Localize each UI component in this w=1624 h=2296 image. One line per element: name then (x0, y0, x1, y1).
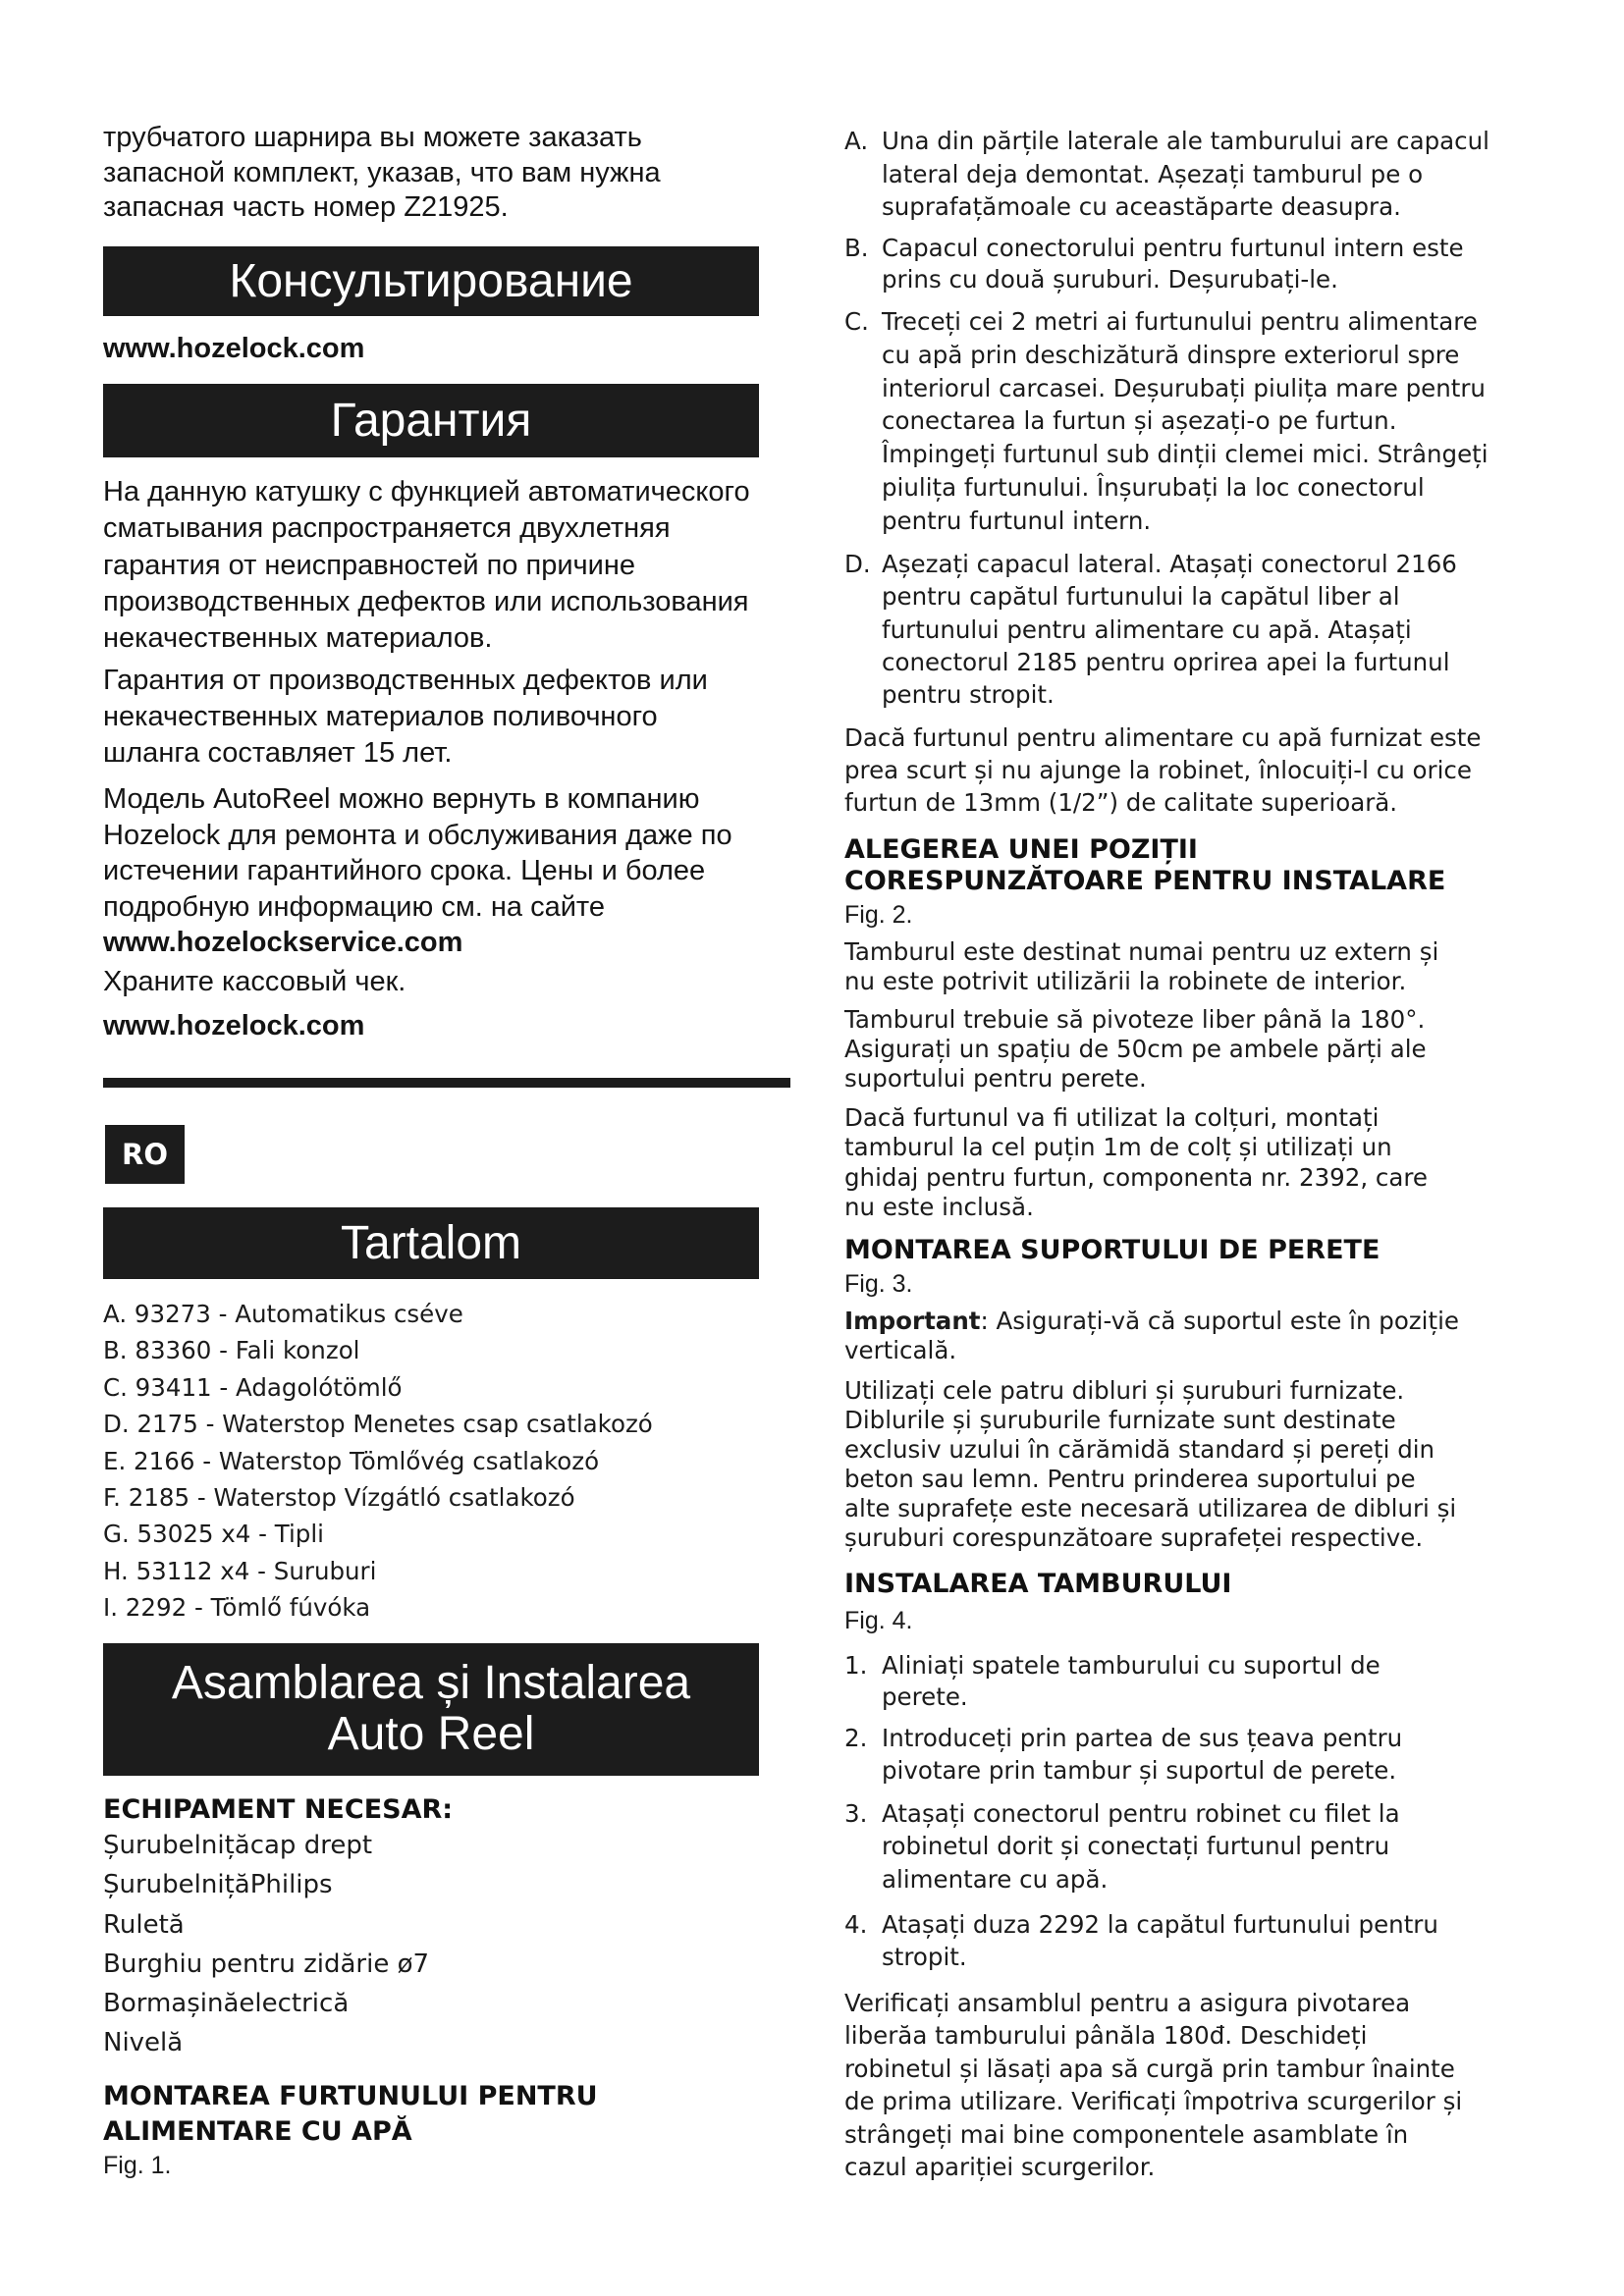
step-text (882, 1722, 1591, 1787)
contents-list (103, 1296, 653, 1627)
warranty-line: Гарантия от производственных дефектов или (103, 665, 708, 696)
step-text (882, 1797, 1591, 1896)
paragraph-line: Tamburul trebuie să pivoteze liber până la 180°. (844, 1005, 1426, 1034)
warranty-line: гарантия от неисправностей по причине (103, 549, 635, 581)
step-line: conectarea la furtun și așezați-o pe furtun. (882, 406, 1397, 436)
install-step-4 (844, 1908, 1591, 1973)
paragraph-line: alte suprafețe este necesară utilizarea de dibluri și (844, 1494, 1457, 1522)
important-line (844, 1307, 1459, 1336)
step-line: conectorul 2185 pentru oprirea apei la furtunul (882, 647, 1450, 676)
note-line: furtun de 13mm (1/2”) de calitate superioară. (844, 788, 1398, 817)
install-step-2 (844, 1722, 1591, 1787)
position-paragraph-3 (844, 1103, 1428, 1222)
step-text (882, 1650, 1591, 1712)
equipment-item: Bormașinăelectrică (103, 1989, 350, 2019)
paragraph-line: robinetul și lăsați apa să curgă prin tambur înainte (844, 2054, 1455, 2083)
paragraph-line: strângeți mai bine componentele asamblate în (844, 2119, 1409, 2149)
step-line: interiorul carcasei. Deșurubați piulița mare pentru (882, 373, 1486, 402)
step-label: 2. (844, 1724, 868, 1752)
contents-item: E. 2166 - Waterstop Tömlővég csatlakozó (103, 1446, 600, 1475)
step-line: suprafațămoale cu aceastăparte deasupra. (882, 192, 1401, 221)
bracket-heading: MONTAREA SUPORTULUI DE PERETE (844, 1235, 1380, 1265)
step-line: pentru stropit. (882, 680, 1055, 710)
intro-line: запасная часть номер Z21925. (103, 191, 509, 223)
equipment-item: ȘurubelnițăPhilips (103, 1870, 333, 1900)
warranty-line: подробную информацию см. на сайте (103, 890, 605, 923)
step-line: lateral deja demontat. Așezați tamburul pe o (882, 159, 1424, 188)
step-line: robinetul dorit și conectați furtunul pentru (882, 1832, 1390, 1861)
contents-item: D. 2175 - Waterstop Menetes csap csatlakozó (103, 1410, 653, 1439)
step-line: Una din părțile laterale ale tamburului are capacul (882, 127, 1489, 155)
position-heading (844, 834, 1445, 897)
warranty-line: производственных дефектов или использования (103, 585, 749, 617)
warranty-line: Hozelock для ремонта и обслуживания даже по (103, 819, 732, 851)
step-line: Capacul conectorului pentru furtunul intern este (882, 234, 1464, 262)
install-step-1 (844, 1650, 1591, 1712)
assembly-step-d (844, 548, 1591, 711)
warranty-line: некачественных материалов поливочного (103, 701, 658, 732)
step-line: Așezați capacul lateral. Atașați conectorul 2166 (882, 550, 1457, 578)
contents-banner (103, 1207, 759, 1279)
consultation-url: www.hozelock.com (103, 333, 365, 364)
paragraph-line: beton sau lemn. Pentru prinderea suportului pe (844, 1465, 1416, 1493)
step-line: cu apă prin deschizătură dinspre exteriorul spre (882, 340, 1460, 369)
step-label: C. (844, 307, 869, 336)
step-line: Împingeți furtunul sub dinții clemei mici. Strângeți (882, 440, 1489, 469)
equipment-list (103, 1826, 429, 2063)
warranty-line: Модель AutoReel можно вернуть в компанию (103, 783, 700, 815)
step-label: A. (844, 127, 869, 155)
assembly-step-b (844, 233, 1591, 294)
contents-item: A. 93273 - Automatikus cséve (103, 1300, 463, 1328)
intro-paragraph (103, 121, 661, 226)
paragraph-line: suportului pentru perete. (844, 1064, 1147, 1093)
step-text (882, 125, 1591, 224)
position-paragraph-2 (844, 1005, 1427, 1094)
step-line: stropit. (882, 1943, 967, 1971)
hose-heading-line: MONTAREA FURTUNULUI PENTRU (103, 2081, 598, 2111)
bracket-paragraph (844, 1376, 1456, 1553)
position-heading-line: ALEGEREA UNEI POZIȚII (844, 834, 1198, 865)
hose-heading-line: ALIMENTARE CU APĂ (103, 2116, 412, 2147)
step-text (882, 548, 1591, 711)
receipt-note: Храните кассовый чек. (103, 966, 406, 997)
paragraph-line: liberăa tamburului pânăla 180đ. Deschideți (844, 2021, 1368, 2051)
assembly-banner (103, 1643, 759, 1776)
paragraph-line: nu este potrivit utilizării la robinete de interior. (844, 966, 1407, 995)
equipment-item: Nivelă (103, 2028, 184, 2058)
hose-heading (103, 2079, 598, 2150)
step-label: 4. (844, 1910, 868, 1939)
section-divider (103, 1078, 790, 1088)
important-text: : Asigurați-vă că suportul este în poziție (980, 1307, 1459, 1335)
step-text (882, 1908, 1591, 1973)
equipment-item: Șurubelnițăcap drept (103, 1831, 373, 1860)
equipment-heading: ECHIPAMENT NECESAR: (103, 1794, 454, 1825)
step-label: 1. (844, 1651, 868, 1680)
install-heading: INSTALAREA TAMBURULUI (844, 1569, 1232, 1599)
hose-length-note (844, 721, 1481, 819)
final-check-paragraph (844, 1987, 1462, 2183)
step-line: alimentare cu apă. (882, 1864, 1109, 1894)
intro-line: трубчатого шарнира вы можете заказать (103, 122, 642, 153)
warranty-paragraph-2 (103, 663, 708, 772)
assembly-title-line: Auto Reel (327, 1708, 535, 1760)
step-text (882, 305, 1591, 538)
assembly-step-a (844, 125, 1591, 224)
warranty-line: сматывания распространяется двухлетняя (103, 512, 671, 545)
paragraph-line: Tamburul este destinat numai pentru uz extern și (844, 937, 1439, 966)
step-label: 3. (844, 1799, 868, 1828)
position-paragraph-1 (844, 937, 1438, 995)
contents-item: C. 93411 - Adagolótömlő (103, 1372, 403, 1402)
step-line: prins cu două șuruburi. Deșurubați-le. (882, 264, 1338, 294)
contents-item: F. 2185 - Waterstop Vízgátló csatlakozó (103, 1483, 575, 1513)
warranty-line: истечении гарантийного срока. Цены и более (103, 855, 706, 886)
step-text (882, 233, 1591, 294)
intro-line: запасной комплект, указав, что вам нужна (103, 156, 661, 188)
step-line: pentru capătul furtunului la capătul liber al (882, 582, 1400, 612)
contents-item: I. 2292 - Tömlő fúvóka (103, 1593, 371, 1623)
paragraph-line: Utilizați cele patru dibluri și șuruburi furnizate. (844, 1376, 1405, 1405)
paragraph-line: exclusiv uzului în cărămidă standard și pereți din (844, 1435, 1435, 1464)
figure-ref-2: Fig. 2. (844, 901, 913, 929)
note-line: prea scurt și nu ajunge la robinet, înlocuiți-l cu orice (844, 756, 1472, 784)
install-step-3 (844, 1797, 1591, 1896)
step-line: piulița furtunului. Înșurubați la loc conectorul (882, 472, 1425, 502)
paragraph-line: Verificați ansamblul pentru a asigura pivotarea (844, 1989, 1411, 2017)
step-line: Atașați duza 2292 la capătul furtunului pentru (882, 1910, 1438, 1939)
contents-item: H. 53112 x4 - Suruburi (103, 1556, 377, 1585)
important-label: Important (844, 1307, 981, 1335)
paragraph-line: nu este inclusă. (844, 1192, 1034, 1221)
warranty-banner (103, 384, 759, 457)
paragraph-line: șuruburi corespunzătoare suprafeței respective. (844, 1523, 1424, 1552)
step-line: perete. (882, 1682, 968, 1711)
paragraph-line: Diblurile și șuruburile furnizate sunt destinate (844, 1406, 1396, 1434)
warranty-line: На данную катушку с функцией автоматического (103, 476, 750, 507)
paragraph-line: ghidaj pentru furtun, componenta nr. 2392, care (844, 1162, 1429, 1192)
step-line: Atașați conectorul pentru robinet cu filet la (882, 1799, 1400, 1828)
assembly-title-line: Asamblarea și Instalarea (171, 1657, 691, 1709)
step-line: furtunului pentru alimentare cu apă. Atașați (882, 614, 1412, 644)
step-line: pentru furtunul intern. (882, 506, 1152, 535)
step-line: Treceți cei 2 metri ai furtunului pentru alimentare (882, 307, 1478, 336)
paragraph-line: Dacă furtunul va fi utilizat la colțuri, montați (844, 1103, 1380, 1132)
warranty-paragraph-1 (103, 474, 750, 657)
figure-ref-3: Fig. 3. (844, 1270, 913, 1298)
paragraph-line: tamburul la cel puțin 1m de colț și utilizați un (844, 1133, 1392, 1162)
warranty-paragraph-3 (103, 781, 732, 925)
step-line: Aliniați spatele tamburului cu suportul de (882, 1651, 1380, 1680)
paragraph-line: cazul apariției scurgerilor. (844, 2153, 1156, 2182)
equipment-item: Burghiu pentru zidărie ø7 (103, 1949, 430, 1979)
contents-item: G. 53025 x4 - Tipli (103, 1520, 324, 1549)
step-line: pivotare prin tambur și suportul de perete. (882, 1756, 1397, 1785)
important-line-2: verticală. (844, 1335, 957, 1364)
figure-ref-1: Fig. 1. (103, 2152, 172, 2179)
footer-url: www.hozelock.com (103, 1010, 365, 1041)
position-heading-line: CORESPUNZĂTOARE PENTRU INSTALARE (844, 866, 1446, 896)
consultation-title: Консультирование (229, 255, 633, 307)
language-badge: RO (105, 1125, 185, 1184)
figure-ref-4: Fig. 4. (844, 1607, 913, 1634)
assembly-step-c (844, 305, 1591, 538)
warranty-line: некачественных материалов. (103, 622, 493, 655)
important-note (844, 1307, 1459, 1364)
warranty-title: Гарантия (330, 395, 532, 447)
contents-item: B. 83360 - Fali konzol (103, 1336, 360, 1365)
note-line: Dacă furtunul pentru alimentare cu apă furnizat este (844, 723, 1482, 752)
paragraph-line: Asigurați un spațiu de 50cm pe ambele părți ale (844, 1035, 1427, 1063)
step-line: Introduceți prin partea de sus țeava pentru (882, 1724, 1403, 1752)
consultation-banner (103, 246, 759, 316)
step-label: D. (844, 550, 871, 578)
contents-title: Tartalom (340, 1217, 522, 1269)
service-url: www.hozelockservice.com (103, 927, 463, 958)
paragraph-line: de prima utilizare. Verificați împotriva scurgerilor și (844, 2087, 1463, 2116)
step-label: B. (844, 234, 869, 262)
warranty-line: шланга составляет 15 лет. (103, 737, 453, 769)
equipment-item: Ruletă (103, 1909, 185, 1940)
